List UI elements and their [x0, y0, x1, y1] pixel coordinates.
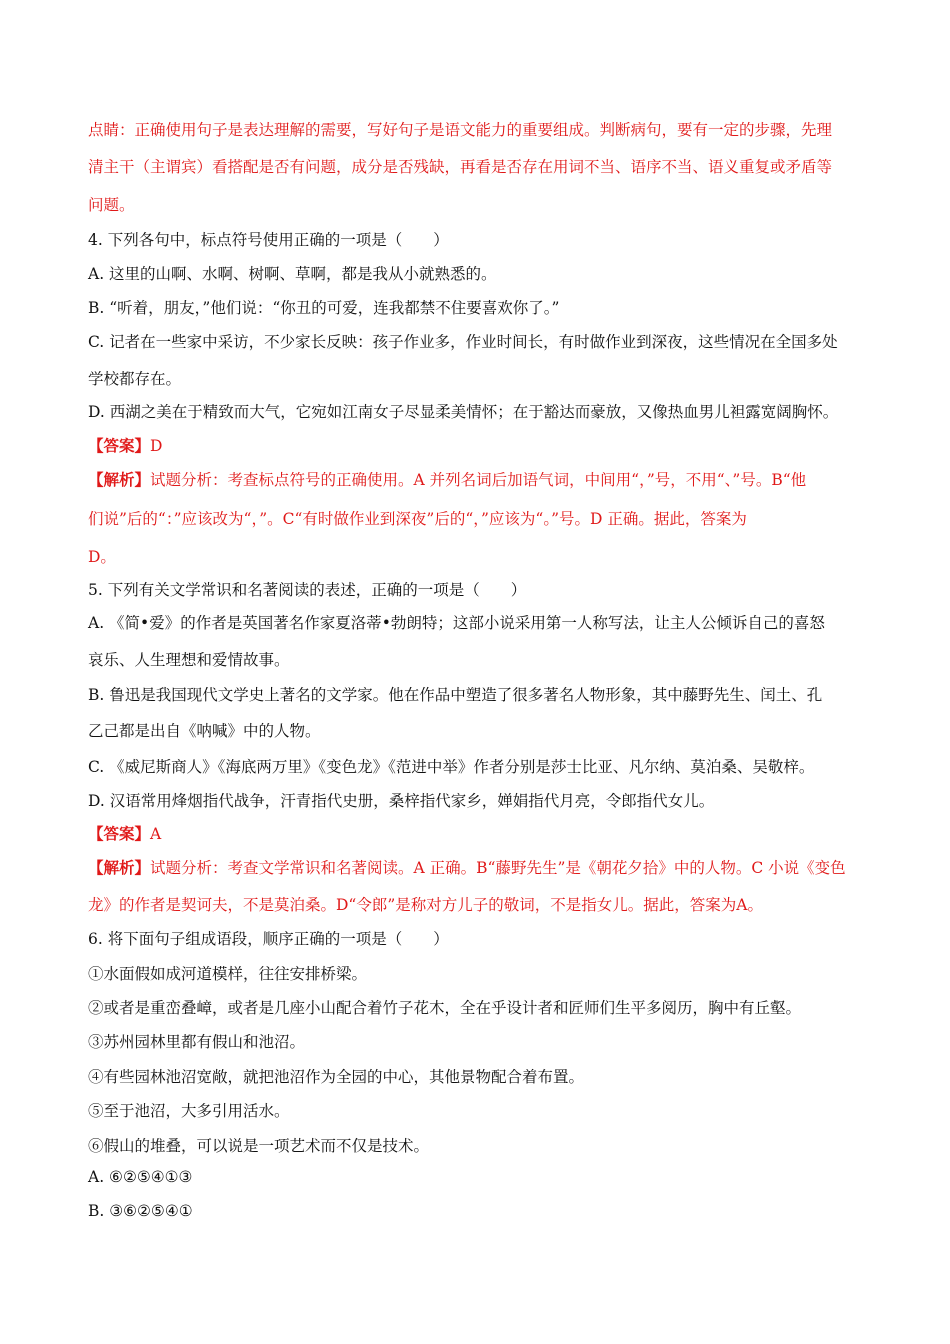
tip-line-2: 清主干（主谓宾）看搭配是否有问题，成分是否残缺，再看是否存在用词不当、语序不当、语义重复或矛盾等	[88, 158, 833, 176]
q6-sentence-2: ②或者是重峦叠嶂，或者是几座小山配合着竹子花木，全在乎设计者和匠师们生平多阅历，胸中有丘壑。	[88, 999, 802, 1017]
q4-stem: 4. 下列各句中，标点符号使用正确的一项是（ ）	[88, 231, 449, 249]
q6-option-b: B. ③⑥②⑤④①	[88, 1202, 193, 1220]
q6-sentence-6: ⑥假山的堆叠，可以说是一项艺术而不仅是技术。	[88, 1137, 430, 1155]
q4-answer-label: 【答案】	[88, 436, 151, 455]
q5-stem: 5. 下列有关文学常识和名著阅读的表述，正确的一项是（ ）	[88, 581, 527, 599]
q4-analysis-line-3: D。	[88, 548, 116, 566]
tip-line-3: 问题。	[88, 196, 135, 214]
q5-answer	[88, 822, 878, 844]
q6-sentence-3: ③苏州园林里都有假山和池沼。	[88, 1033, 306, 1051]
q5-option-b-line-2: 乙己都是出自《呐喊》中的人物。	[88, 722, 321, 740]
q5-answer-value: A	[150, 825, 162, 843]
q5-option-c: C. 《威尼斯商人》《海底两万里》《变色龙》《范进中举》作者分别是莎士比亚、凡尔纳、莫泊桑、吴敬梓。	[88, 758, 815, 776]
q4-option-b: B. “听着，朋友，”他们说：“你丑的可爱，连我都禁不住要喜欢你了。”	[88, 299, 560, 317]
q4-option-d: D. 西湖之美在于精致而大气，它宛如江南女子尽显柔美情怀；在于豁达而豪放，又像热血男儿袒露宽阔胸怀。	[88, 403, 839, 421]
q6-stem: 6. 将下面句子组成语段，顺序正确的一项是（ ）	[88, 930, 449, 948]
q6-sentence-4: ④有些园林池沼宽敞，就把池沼作为全园的中心，其他景物配合着布置。	[88, 1068, 585, 1086]
q5-analysis-text-1: 试题分析：考查文学常识和名著阅读。A 正确。B“藤野先生”是《朝花夕拾》中的人物。C 小说《变色	[150, 859, 846, 877]
q5-option-b-line-1: B. 鲁迅是我国现代文学史上著名的文学家。他在作品中塑造了很多著名人物形象，其中藤野先生、闰土、孔	[88, 686, 823, 704]
q6-sentence-5: ⑤至于池沼，大多引用活水。	[88, 1102, 290, 1120]
q6-sentence-1: ①水面假如成河道模样，往往安排桥梁。	[88, 965, 368, 983]
q6-option-a: A. ⑥②⑤④①③	[88, 1168, 193, 1186]
q4-answer	[88, 434, 878, 456]
q5-analysis-label: 【解析】	[88, 858, 151, 877]
q5-answer-label: 【答案】	[88, 824, 151, 843]
q4-option-c-line-2: 学校都存在。	[88, 370, 182, 388]
q4-option-c-line-1: C. 记者在一些家中采访，不少家长反映：孩子作业多，作业时间长，有时做作业到深夜，这些情况在全国多处	[88, 333, 838, 351]
q4-analysis-line-1	[88, 468, 878, 490]
q4-option-a: A. 这里的山啊、水啊、树啊、草啊，都是我从小就熟悉的。	[88, 265, 497, 283]
q4-analysis-line-2: 们说”后的“：”应该改为“，”。C“有时做作业到深夜”后的“，”应该为“。”号。D 正确。据此，答案为	[88, 510, 747, 528]
q4-answer-value: D	[150, 437, 163, 455]
q4-analysis-text-1: 试题分析：考查标点符号的正确使用。A 并列名词后加语气词，中间用“，”号，不用“、”号。B“他	[150, 471, 807, 489]
q5-option-d: D. 汉语常用烽烟指代战争，汗青指代史册，桑梓指代家乡，婵娟指代月亮，令郎指代女儿。	[88, 792, 715, 810]
q4-analysis-label: 【解析】	[88, 470, 151, 489]
q5-analysis-line-2: 龙》的作者是契诃夫，不是莫泊桑。D“令郎”是称对方儿子的敬词，不是指女儿。据此，答案为A。	[88, 896, 763, 914]
tip-line-1: 点睛：正确使用句子是表达理解的需要，写好句子是语文能力的重要组成。判断病句，要有一定的步骤，先理	[88, 121, 833, 139]
q5-option-a-line-2: 哀乐、人生理想和爱情故事。	[88, 651, 290, 669]
q5-analysis-line-1	[88, 856, 878, 878]
q5-option-a-line-1: A. 《简•爱》的作者是英国著名作家夏洛蒂•勃朗特；这部小说采用第一人称写法，让主人公倾诉自己的喜怒	[88, 614, 825, 632]
